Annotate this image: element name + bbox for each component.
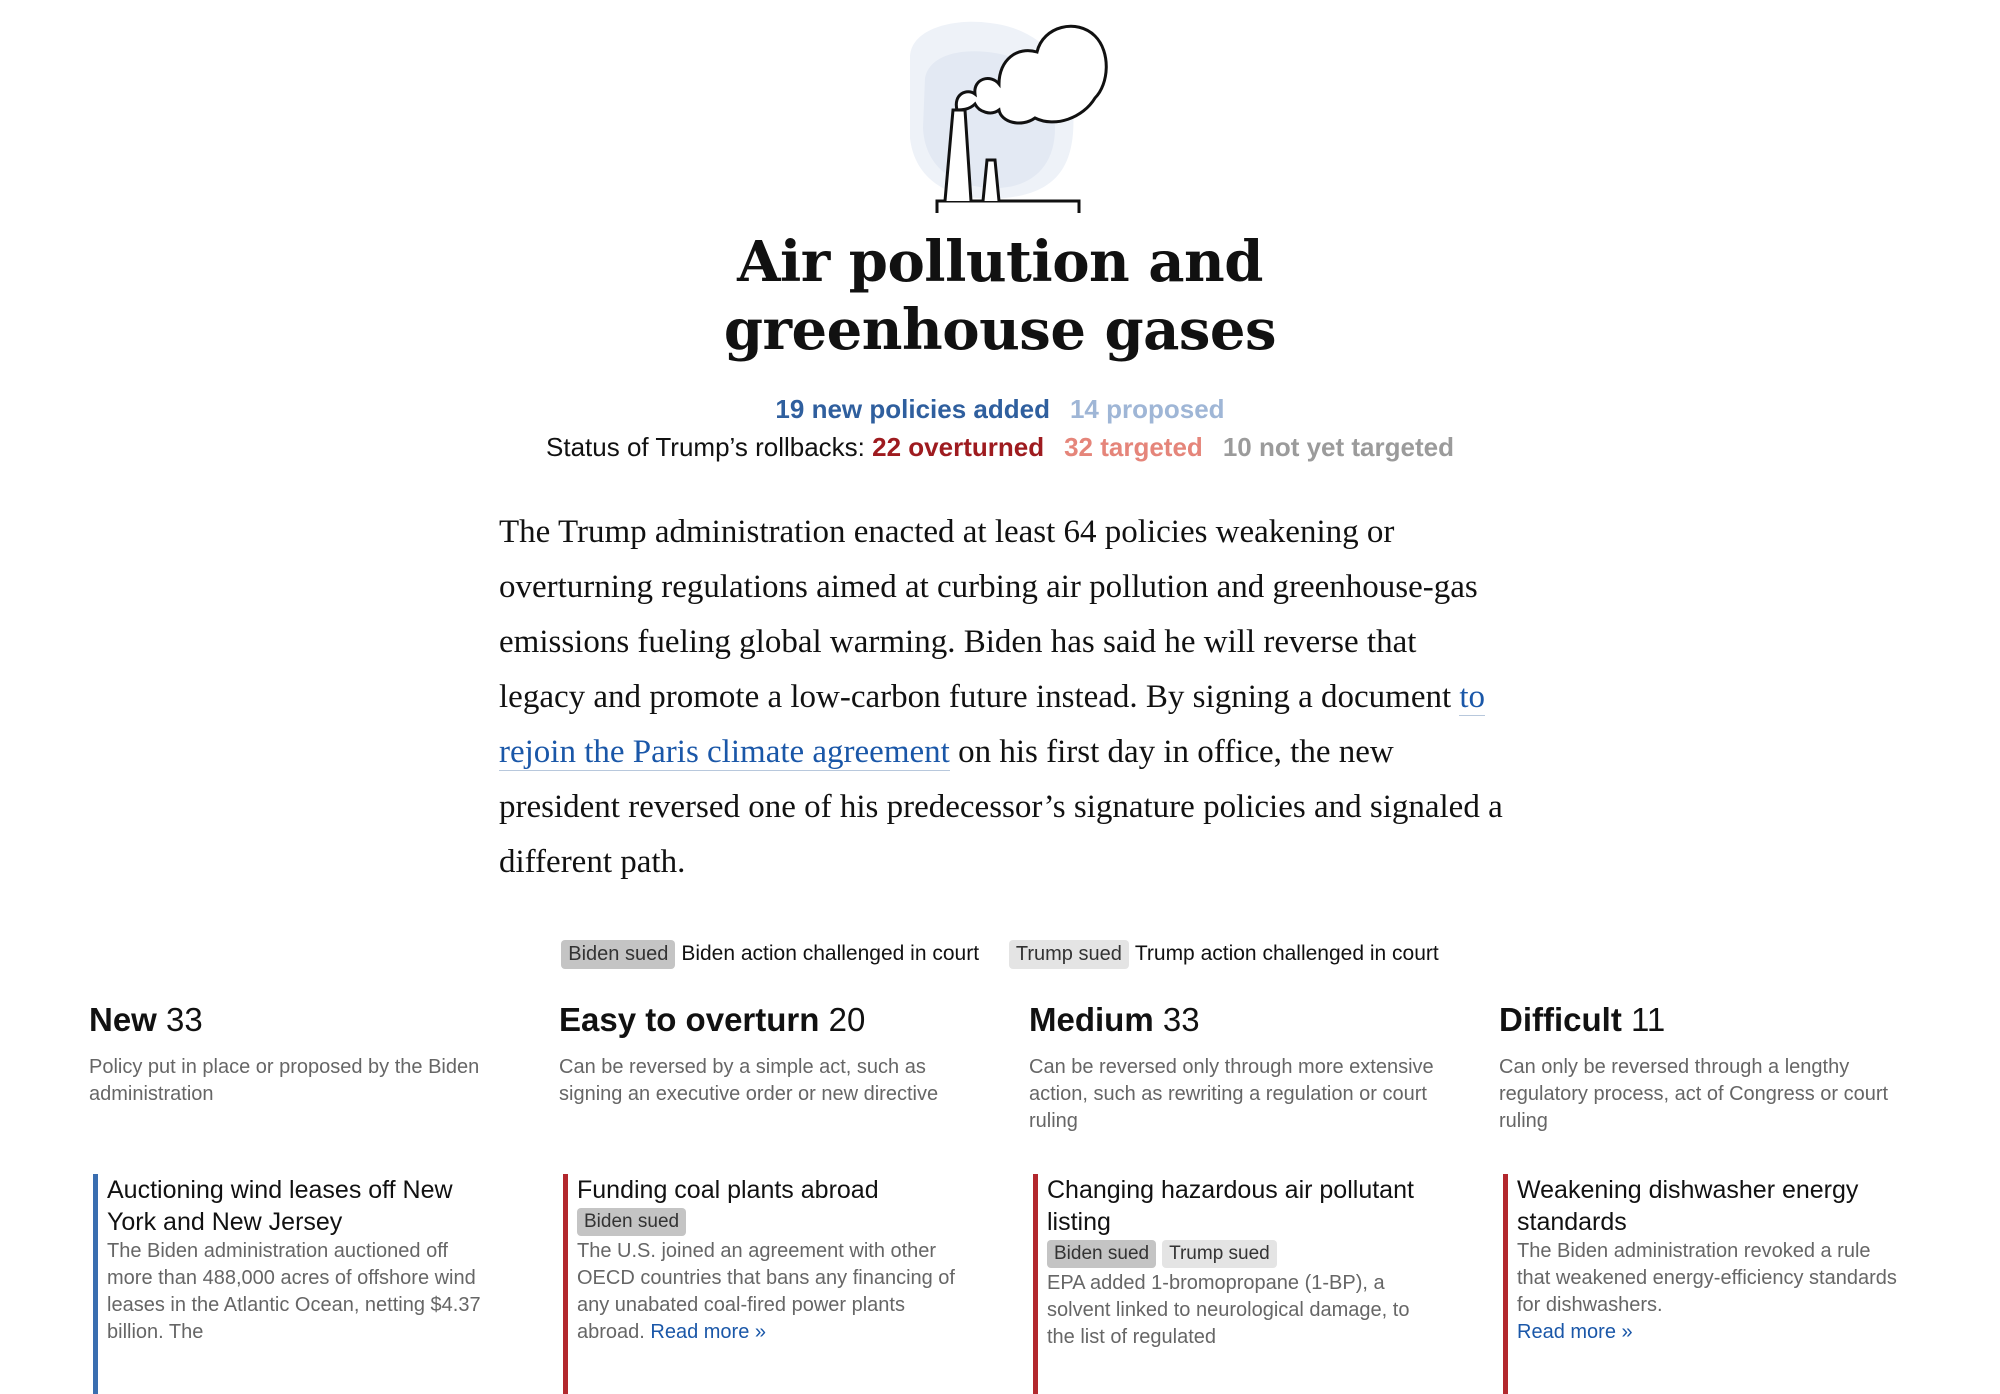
title-line-1: Air pollution and	[737, 229, 1263, 295]
column-header: Medium 33	[1029, 1001, 1200, 1038]
column-header: New 33	[89, 1001, 203, 1038]
biden-sued-chip: Biden sued	[561, 940, 675, 969]
policy-card[interactable]	[559, 1174, 969, 1346]
column-new	[89, 998, 499, 1346]
policy-summary: EPA added 1-bromopropane (1-BP), a solvent linked to neurological damage, to the list of regulated	[1047, 1272, 1410, 1348]
smokestack-icon	[895, 18, 1115, 223]
policy-card[interactable]	[1029, 1174, 1439, 1351]
paris-agreement-link[interactable]: to rejoin the Paris climate agreement	[499, 679, 1486, 770]
policy-title[interactable]: Funding coal plants abroad	[577, 1176, 879, 1204]
policy-summary: The Biden administration auctioned off more than 488,000 acres of offshore wind leases in the Atlantic Ocean, netting $4.37 billion. The	[107, 1240, 481, 1343]
column-description: Can be reversed only through more extensive action, such as rewriting a regulation or court ruling	[1029, 1056, 1434, 1132]
column-difficult	[1499, 998, 1909, 1346]
rollbacks-label: Status of Trump’s rollbacks:	[546, 432, 865, 462]
biden-sued-chip: Biden sued	[577, 1208, 686, 1236]
legend	[0, 940, 2000, 969]
title-line-2: greenhouse gases	[723, 297, 1277, 363]
column-description: Can be reversed by a simple act, such as signing an executive order or new directive	[559, 1056, 939, 1105]
legend-biden: Biden sued Biden action challenged in court	[561, 940, 979, 969]
not-targeted-count: 10 not yet targeted	[1222, 432, 1454, 462]
category-bar	[1503, 1174, 1508, 1394]
column-header: Easy to overturn 20	[559, 1001, 866, 1038]
policy-card[interactable]	[89, 1174, 499, 1346]
proposed-count: 14 proposed	[1069, 394, 1225, 424]
column-header: Difficult 11	[1499, 1001, 1666, 1038]
policy-title[interactable]: Changing hazardous air pollutant listing	[1047, 1176, 1414, 1236]
read-more-link[interactable]: Read more »	[650, 1321, 767, 1343]
column-description: Policy put in place or proposed by the Biden administration	[89, 1056, 480, 1105]
column-easy	[559, 998, 969, 1346]
policy-title[interactable]: Weakening dishwasher energy standards	[1517, 1176, 1859, 1236]
category-bar	[1033, 1174, 1038, 1394]
read-more-link[interactable]: Read more »	[1517, 1321, 1633, 1343]
targeted-count: 32 targeted	[1064, 432, 1203, 462]
policy-stats	[0, 394, 2000, 425]
new-policies-count: 19 new policies added	[775, 394, 1050, 424]
policy-summary: The Biden administration revoked a rule that weakened energy-efficiency standards for dishwashers. Read more »	[1517, 1240, 1897, 1343]
column-description: Can only be reversed through a lengthy regulatory process, act of Congress or court ruling	[1499, 1056, 1889, 1132]
overturned-count: 22 overturned	[872, 432, 1045, 462]
difficulty-columns	[89, 998, 1919, 1348]
policy-title[interactable]: Auctioning wind leases off New York and New Jersey	[107, 1176, 453, 1236]
policy-tags	[1047, 1240, 1439, 1268]
legend-trump: Trump sued Trump action challenged in court	[1009, 940, 1439, 969]
biden-sued-chip: Biden sued	[1047, 1240, 1156, 1268]
category-bar	[563, 1174, 568, 1394]
trump-sued-chip: Trump sued	[1009, 940, 1129, 969]
page-title	[0, 228, 2000, 364]
column-medium	[1029, 998, 1439, 1351]
policy-tags	[577, 1208, 969, 1236]
category-bar	[93, 1174, 98, 1394]
policy-card[interactable]	[1499, 1174, 1909, 1346]
rollback-stats	[0, 432, 2000, 463]
trump-sued-chip: Trump sued	[1162, 1240, 1277, 1268]
policy-summary: The U.S. joined an agreement with other OECD countries that bans any financing of any unabated coal-fired power plants abroad. Read more »	[577, 1240, 955, 1343]
intro-paragraph: The Trump administration enacted at least 64 policies weakening or overturning regulations aimed at curbing air pollution and greenhouse-gas emissions fueling global warming. Biden has said he will reverse that legacy and promote a low-carbon future instead. By signing a document to rejoin the Paris climate agreement on his first day in office, the new president reversed one of his predecessor’s signature policies and signaled a different path.	[499, 514, 1503, 880]
